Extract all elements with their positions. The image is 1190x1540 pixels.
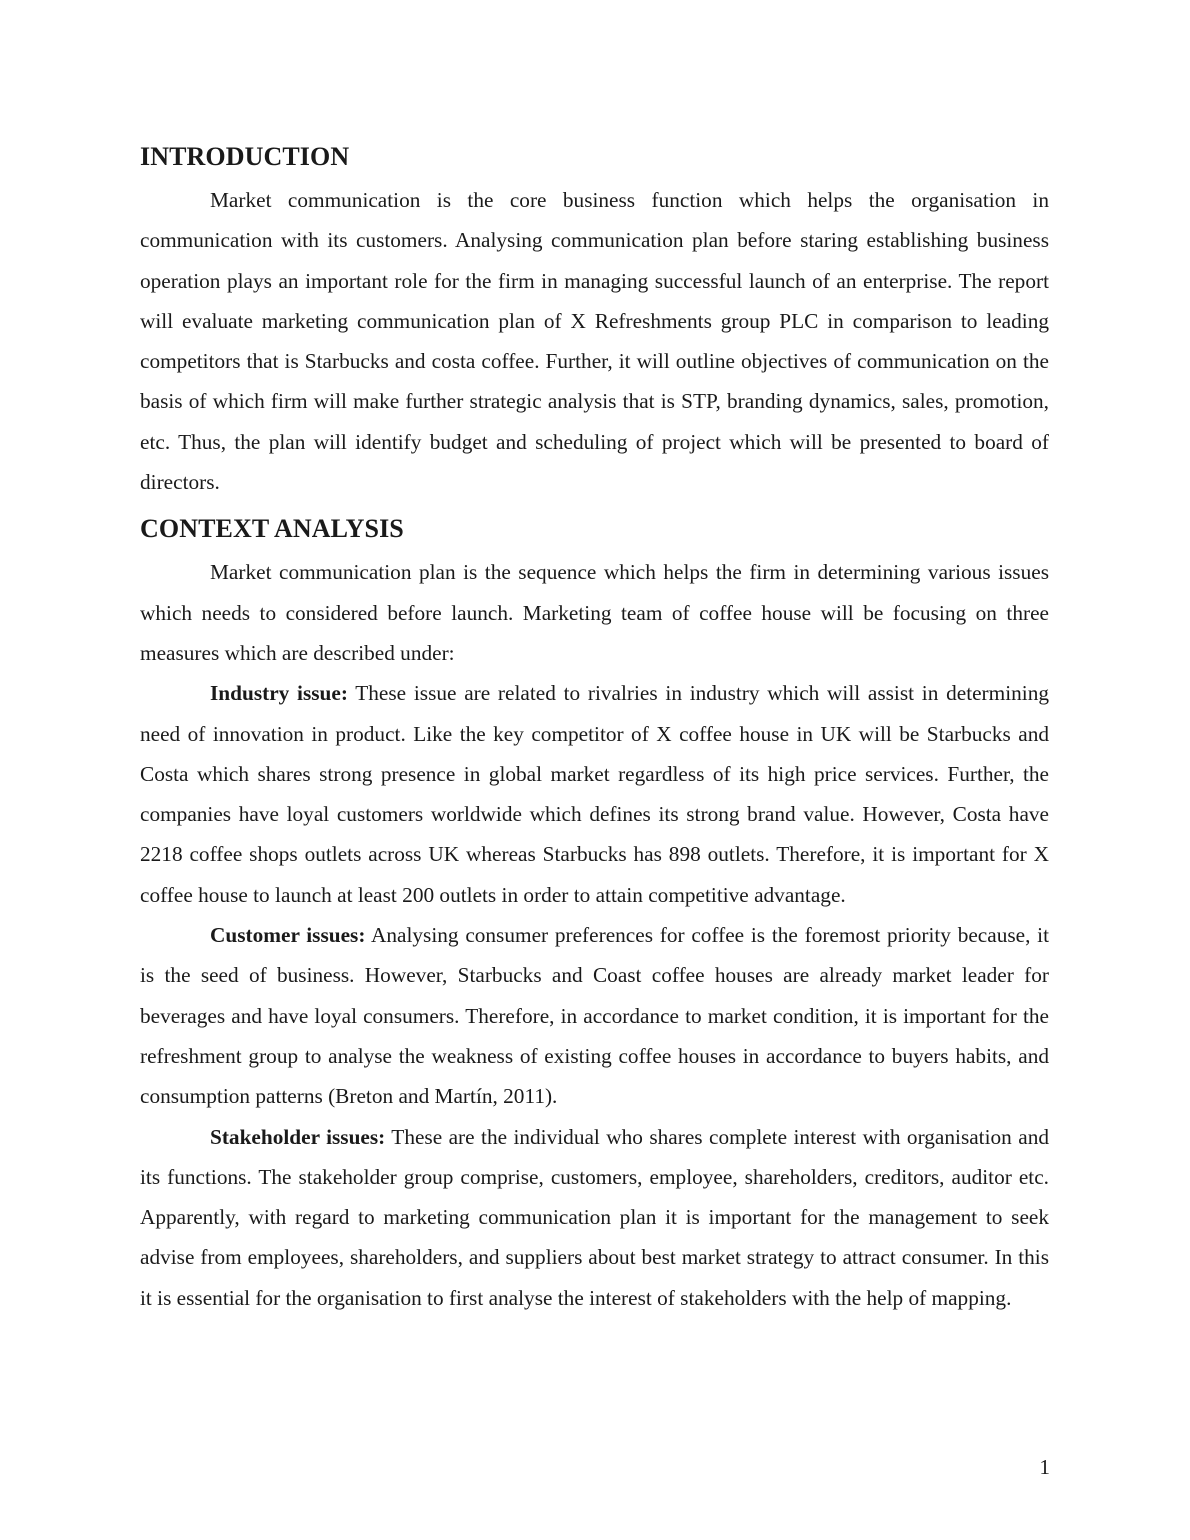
stakeholder-issues-paragraph [140, 1117, 1049, 1318]
stakeholder-issues-label: Stakeholder issues: [210, 1124, 386, 1149]
document-page [140, 140, 1049, 1318]
industry-issue-text: These issue are related to rivalries in industry which will assist in determining need of innovation in product. Like the key competitor of X coffee house in UK will be Starbucks and Costa which shares strong presence in global market regardless of its high price services. Further, the companies have loyal customers worldwide which defines its strong brand value. However, Costa have 2218 coffee shops outlets across UK whereas Starbucks has 898 outlets. Therefore, it is important for X coffee house to launch at least 200 outlets in order to attain competitive advantage. [140, 681, 1049, 907]
industry-issue-paragraph [140, 673, 1049, 915]
stakeholder-issues-text: These are the individual who shares complete interest with organisation and its functions. The stakeholder group comprise, customers, employee, shareholders, creditors, auditor etc. Apparently, with regard to marketing communication plan it is important for the management to seek advise from employees, shareholders, and suppliers about best market strategy to attract consumer. In this it is essential for the organisation to first analyse the interest of stakeholders with the help of mapping. [140, 1124, 1049, 1310]
industry-issue-label: Industry issue: [210, 681, 348, 706]
context-analysis-heading: CONTEXT ANALYSIS [140, 514, 404, 544]
context-analysis-paragraph: Market communication plan is the sequence which helps the firm in determining various issues which needs to considered before launch. Marketing team of coffee house will be focusing on three measures which are described under: [140, 560, 1049, 665]
introduction-heading: INTRODUCTION [140, 142, 350, 171]
introduction-paragraph: Market communication is the core business function which helps the organisation in communication with its customers. Analysing communication plan before staring establishing business operation plays an important role for the firm in managing successful launch of an enterprise. The report will evaluate marketing communication plan of X Refreshments group PLC in comparison to leading competitors that is Starbucks and costa coffee. Further, it will outline objectives of communication on the basis of which firm will make further strategic analysis that is STP, branding dynamics, sales, promotion, etc. Thus, the plan will identify budget and scheduling of project which will be presented to board of directors. [140, 188, 1049, 495]
page-number: 1 [1039, 1455, 1050, 1479]
customer-issues-text: Analysing consumer preferences for coffee is the foremost priority because, it is the seed of business. However, Starbucks and Coast coffee houses are already market leader for beverages and have loyal consumers. Therefore, in accordance to market condition, it is important for the refreshment group to analyse the weakness of existing coffee houses in accordance to buyers habits, and consumption patterns (Breton and Martín, 2011). [140, 923, 1049, 1109]
customer-issues-paragraph [140, 915, 1049, 1116]
customer-issues-label: Customer issues: [210, 923, 366, 948]
